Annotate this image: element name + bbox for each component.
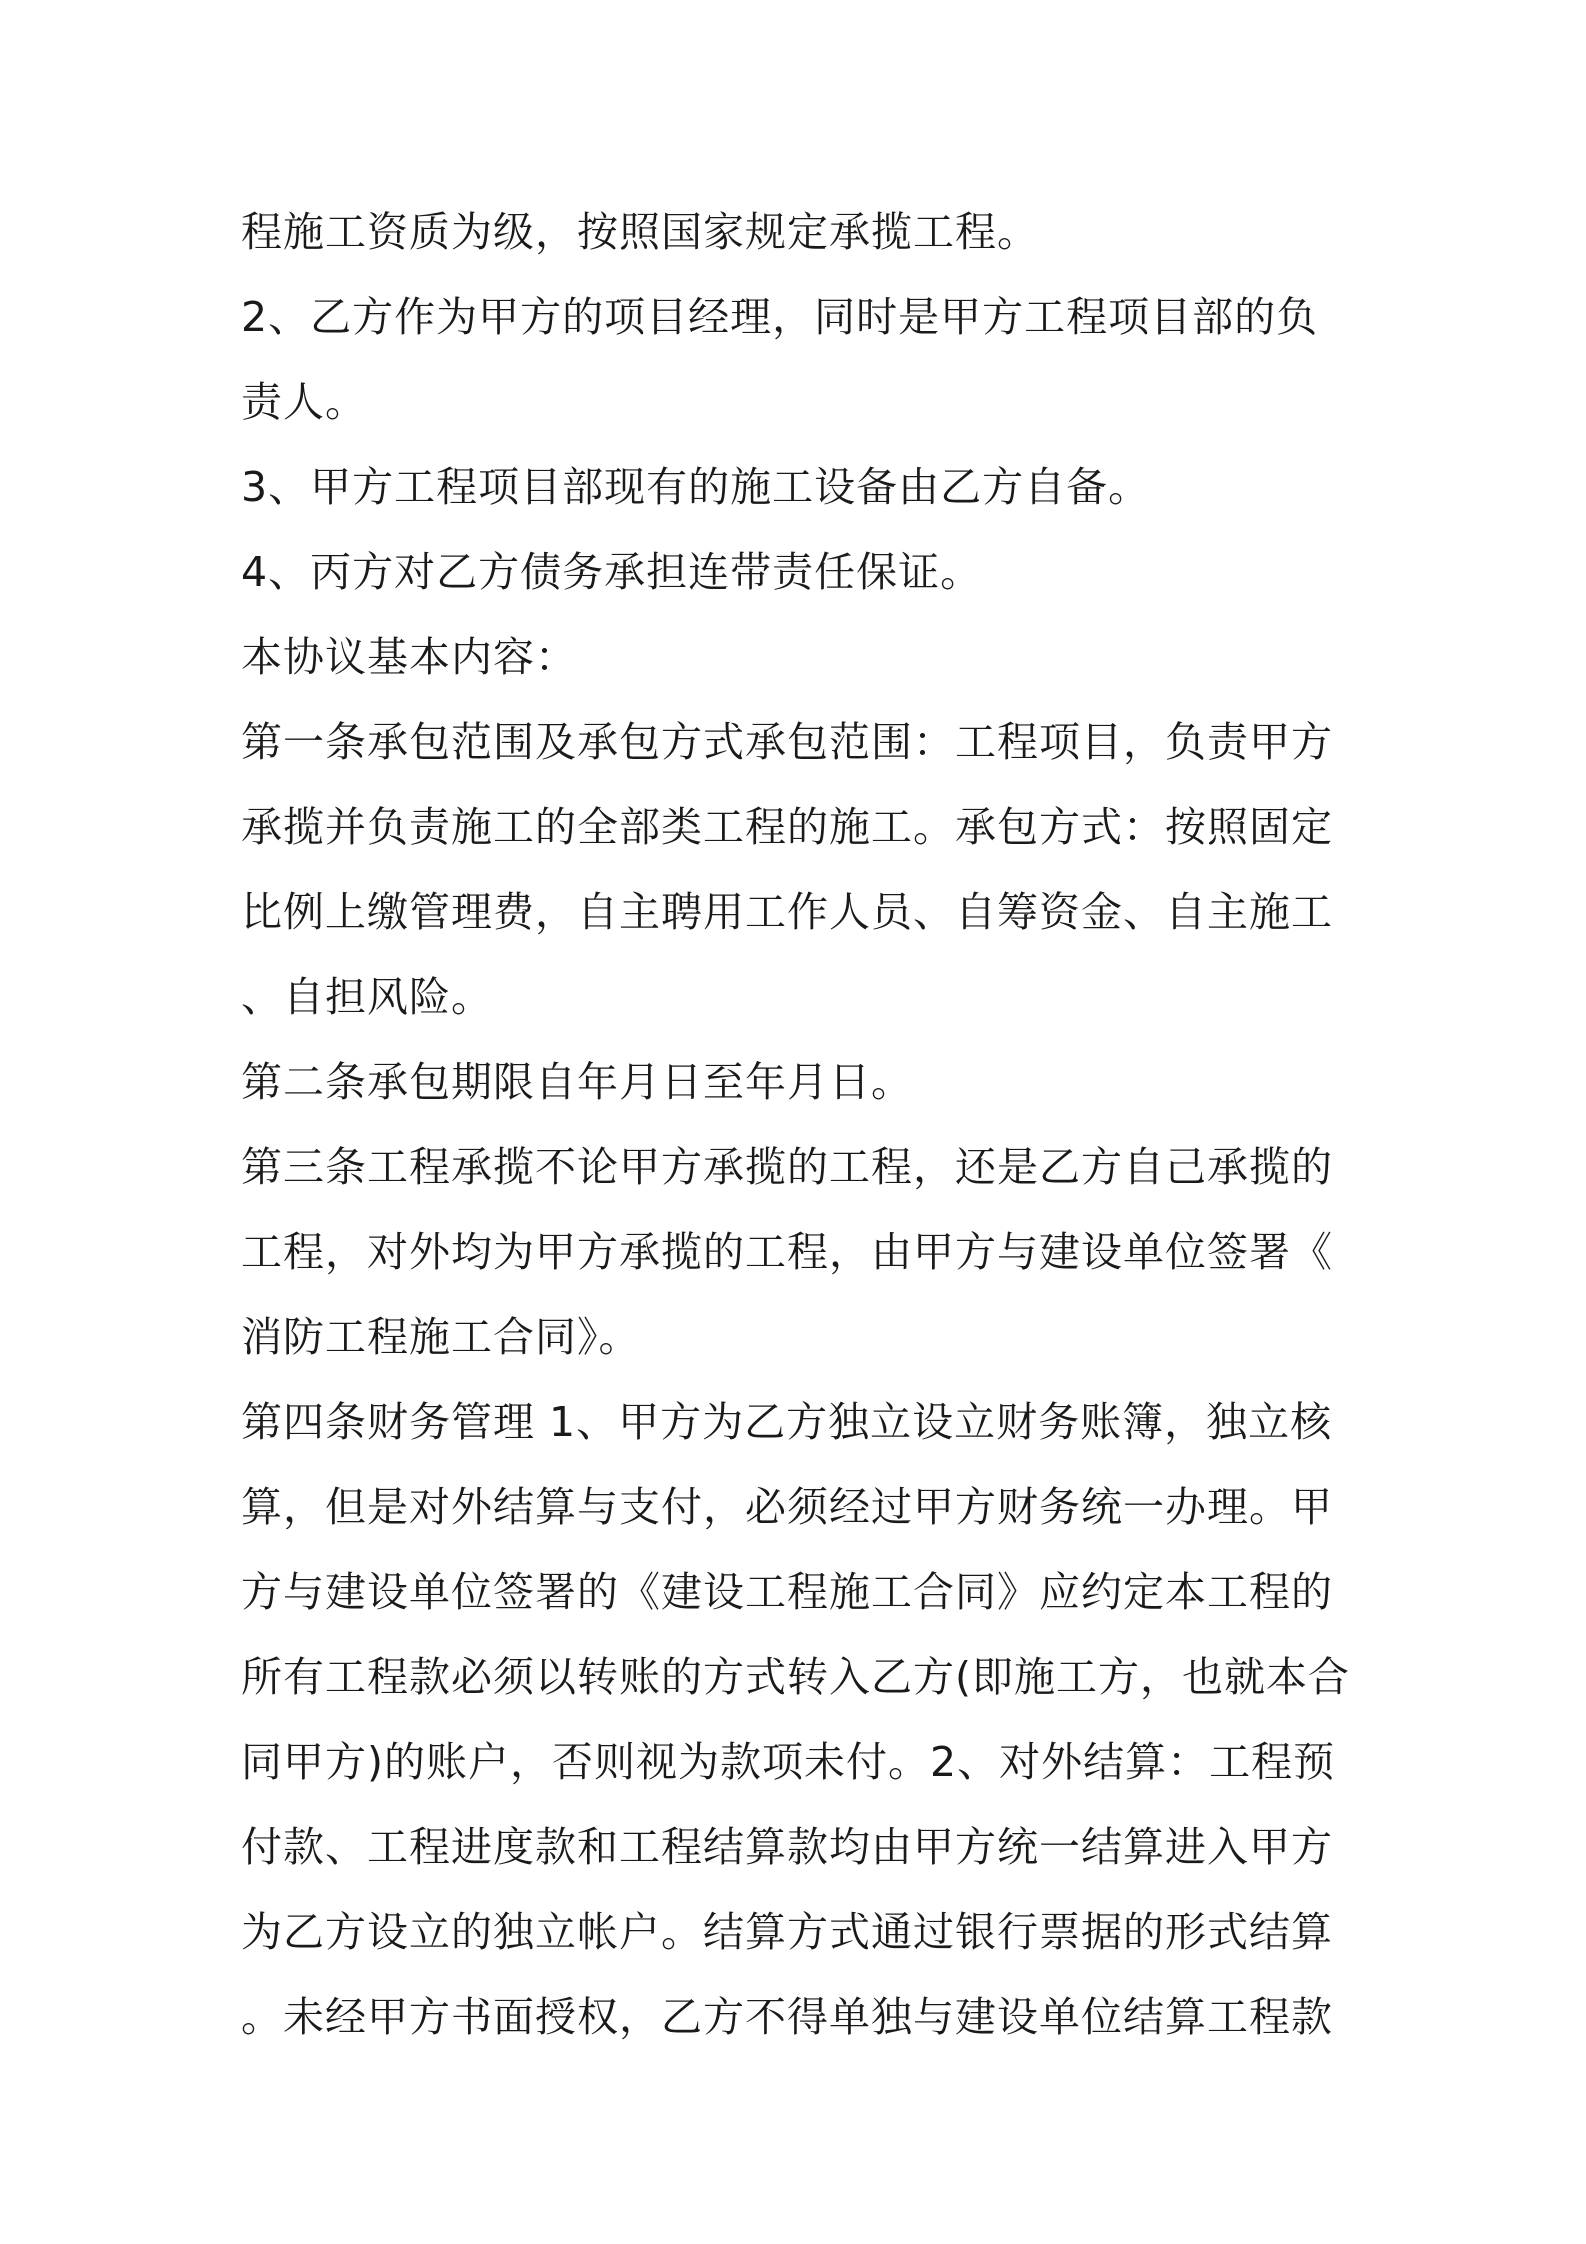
text-line: 、自担风险。 [241,973,493,1021]
text-line: 方与建设单位签署的《建设工程施工合同》应约定本工程的 [241,1568,1333,1616]
text-line: 第四条财务管理 1、甲方为乙方独立设立财务账簿，独立核 [241,1398,1333,1446]
text-line: 。未经甲方书面授权，乙方不得单独与建设单位结算工程款 [241,1993,1333,2041]
text-line: 为乙方设立的独立帐户。结算方式通过银行票据的形式结算 [241,1908,1333,1956]
text-line: 3、甲方工程项目部现有的施工设备由乙方自备。 [241,463,1151,511]
text-line: 同甲方)的账户，否则视为款项未付。2、对外结算：工程预 [241,1738,1336,1786]
document-body [241,190,1361,2060]
text-line: 第一条承包范围及承包方式承包范围：工程项目，负责甲方 [241,718,1333,766]
text-line: 比例上缴管理费，自主聘用工作人员、自筹资金、自主施工 [241,888,1333,936]
text-line: 承揽并负责施工的全部类工程的施工。承包方式：按照固定 [241,803,1333,851]
text-line: 消防工程施工合同》。 [241,1313,641,1361]
text-line: 第二条承包期限自年月日至年月日。 [241,1058,913,1106]
text-line: 第三条工程承揽不论甲方承揽的工程，还是乙方自己承揽的 [241,1143,1333,1191]
text-line: 程施工资质为级，按照国家规定承揽工程。 [241,208,1039,256]
text-line: 4、丙方对乙方债务承担连带责任保证。 [241,548,983,596]
text-line: 2、乙方作为甲方的项目经理，同时是甲方工程项目部的负 [241,293,1319,341]
text-line: 责人。 [241,378,367,426]
text-line: 本协议基本内容： [241,633,577,681]
text-line: 付款、工程进度款和工程结算款均由甲方统一结算进入甲方 [241,1823,1333,1871]
text-line: 所有工程款必须以转账的方式转入乙方(即施工方，也就本合 [241,1653,1350,1701]
text-line: 工程，对外均为甲方承揽的工程，由甲方与建设单位签署《 [241,1228,1333,1276]
text-line: 算，但是对外结算与支付，必须经过甲方财务统一办理。甲 [241,1483,1333,1531]
